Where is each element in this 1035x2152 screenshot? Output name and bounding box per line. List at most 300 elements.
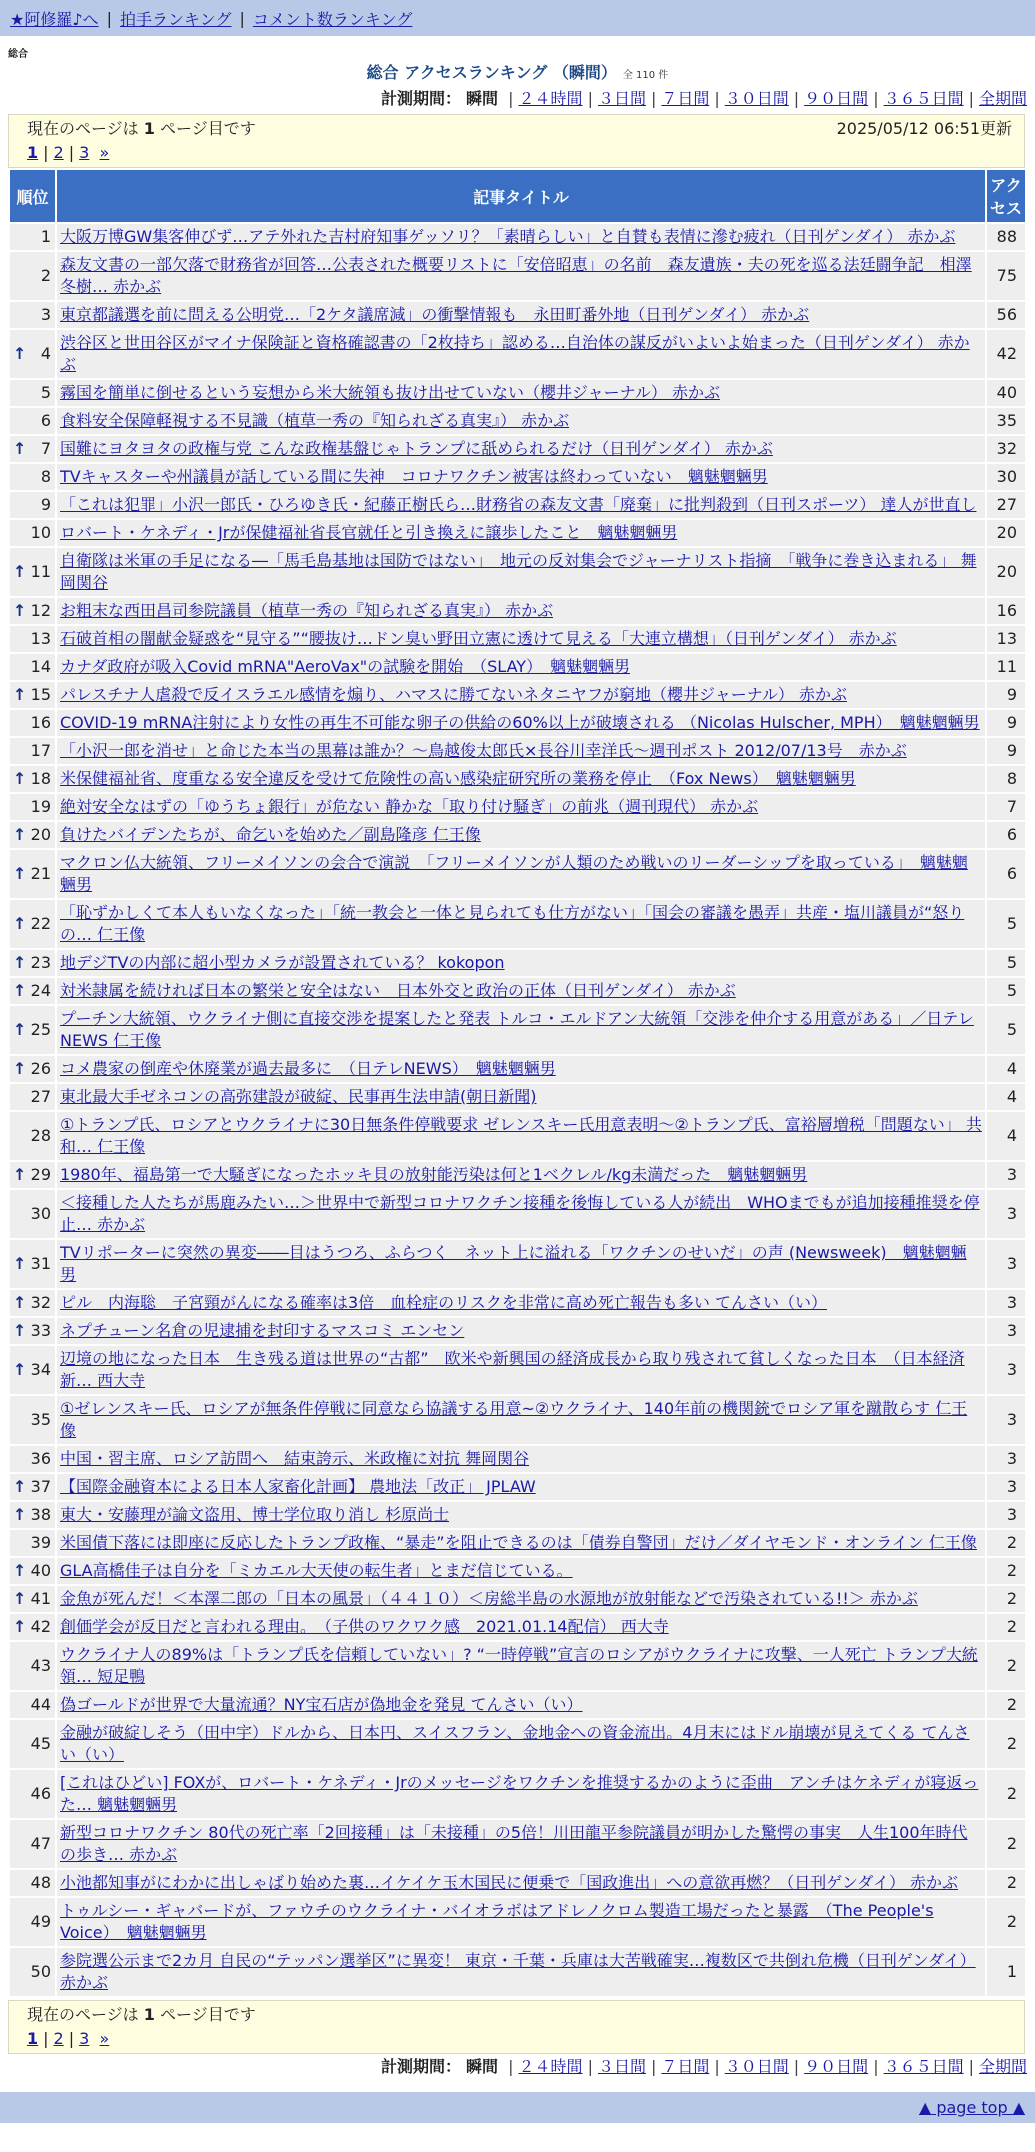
rank-number: 50 bbox=[30, 1962, 51, 1981]
title-cell bbox=[57, 548, 985, 596]
title-cell bbox=[57, 464, 985, 490]
title-cell bbox=[57, 408, 985, 434]
title-cell bbox=[57, 1770, 985, 1818]
up-arrow-icon: ↑ bbox=[13, 1561, 27, 1580]
title-cell bbox=[57, 302, 985, 328]
rank-cell bbox=[10, 1502, 55, 1528]
period-separator: | bbox=[587, 2057, 593, 2076]
title-cell bbox=[57, 738, 985, 764]
rank-cell bbox=[10, 1586, 55, 1612]
up-arrow-icon: ↑ bbox=[13, 1165, 27, 1184]
article-title-link[interactable]: ＜接種した人たちが馬鹿みたい…＞世界中で新型コロナワクチン接種を後悔している人が続出 WHOまでもが追加接種推奨を停止… 赤かぶ bbox=[60, 1193, 980, 1234]
rank-number: 11 bbox=[30, 562, 51, 581]
period-link[interactable]: ３０日間 bbox=[724, 89, 789, 108]
up-arrow-icon: ↑ bbox=[13, 344, 27, 363]
up-arrow-icon: ↑ bbox=[13, 1505, 27, 1524]
article-title-link[interactable]: 食料安全保障軽視する不見識（植草一秀の『知られざる真実』） 赤かぶ bbox=[60, 411, 570, 430]
title-cell bbox=[57, 1084, 985, 1110]
rank-cell bbox=[10, 794, 55, 820]
table-row bbox=[10, 1346, 1025, 1394]
period-link[interactable]: ７日間 bbox=[661, 89, 710, 108]
article-title-link[interactable]: 東大・安藤理が論文盗用、博士学位取り消し 杉原尚士 bbox=[60, 1505, 450, 1524]
article-title-link[interactable]: 新型コロナワクチン 80代の死亡率「2回接種」は「未接種」の5倍！川田龍平参院議員が明かした驚愕の事実 人生100年時代の歩き… 赤かぶ bbox=[60, 1823, 968, 1864]
table-row bbox=[10, 436, 1025, 462]
article-title-link[interactable]: 東北最大手ゼネコンの高弥建設が破綻、民事再生法申請(朝日新聞) bbox=[60, 1087, 537, 1106]
rank-number: 45 bbox=[30, 1734, 51, 1753]
title-cell bbox=[57, 1530, 985, 1556]
rank-cell bbox=[10, 1084, 55, 1110]
access-count: 3 bbox=[987, 1446, 1025, 1472]
rank-cell bbox=[10, 682, 55, 708]
rank-cell bbox=[10, 1530, 55, 1556]
table-row bbox=[10, 520, 1025, 546]
rank-number: 25 bbox=[30, 1020, 51, 1039]
rank-cell bbox=[10, 302, 55, 328]
access-count: 42 bbox=[987, 330, 1025, 378]
page-link-2[interactable]: 2 bbox=[53, 2029, 64, 2048]
access-count: 5 bbox=[987, 900, 1025, 948]
access-count: 40 bbox=[987, 380, 1025, 406]
title-cell bbox=[57, 1056, 985, 1082]
table-row bbox=[10, 252, 1025, 300]
period-link[interactable]: ３６５日間 bbox=[883, 89, 964, 108]
table-row bbox=[10, 1240, 1025, 1288]
article-title-link[interactable]: 自衛隊は米軍の手足になる―「馬毛島基地は国防ではない」 地元の反対集会でジャーナリスト指摘 「戦争に巻き込まれる」 舞岡関谷 bbox=[60, 551, 977, 592]
article-title-link[interactable]: コメ農家の倒産や休廃業が過去最多に （日テレNEWS） 魑魅魍魎男 bbox=[60, 1059, 556, 1078]
title-cell bbox=[57, 1396, 985, 1444]
access-count: 9 bbox=[987, 710, 1025, 736]
rank-number: 33 bbox=[30, 1321, 51, 1340]
period-link[interactable]: ９０日間 bbox=[804, 89, 869, 108]
table-row bbox=[10, 598, 1025, 624]
title-cell bbox=[57, 380, 985, 406]
title-cell bbox=[57, 520, 985, 546]
up-arrow-icon: ↑ bbox=[13, 1589, 27, 1608]
rank-number: 36 bbox=[30, 1449, 51, 1468]
title-cell bbox=[57, 1502, 985, 1528]
rank-number: 31 bbox=[30, 1254, 51, 1273]
title-cell bbox=[57, 626, 985, 652]
rank-number: 16 bbox=[30, 713, 51, 732]
access-count: 2 bbox=[987, 1642, 1025, 1690]
access-count: 35 bbox=[987, 408, 1025, 434]
rank-number: 4 bbox=[40, 344, 51, 363]
article-title-link[interactable]: 渋谷区と世田谷区がマイナ保険証と資格確認書の「2枚持ち」認める…自治体の謀反がいよいよ始まった（日刊ゲンダイ） 赤かぶ bbox=[60, 333, 970, 374]
pager-text-post: ページ目です bbox=[160, 119, 256, 138]
top-nav-bar bbox=[0, 0, 1035, 36]
period-separator: | bbox=[714, 89, 720, 108]
access-count: 2 bbox=[987, 1614, 1025, 1640]
period-separator: | bbox=[508, 2057, 514, 2076]
table-row bbox=[10, 950, 1025, 976]
title-cell bbox=[57, 1720, 985, 1768]
table-row bbox=[10, 408, 1025, 434]
period-links bbox=[503, 2057, 1027, 2076]
rank-cell bbox=[10, 822, 55, 848]
article-title-link[interactable]: ①トランプ氏、ロシアとウクライナに30日無条件停戦要求 ゼレンスキー氏用意表明～②トランプ氏、富裕層増税「問題ない」 共和… 仁王像 bbox=[60, 1115, 982, 1156]
rank-cell bbox=[10, 1346, 55, 1394]
table-row bbox=[10, 794, 1025, 820]
table-row bbox=[10, 302, 1025, 328]
access-count: 3 bbox=[987, 1290, 1025, 1316]
rank-cell bbox=[10, 1474, 55, 1500]
access-count: 32 bbox=[987, 436, 1025, 462]
period-separator: | bbox=[650, 2057, 657, 2076]
title-cell bbox=[57, 1290, 985, 1316]
period-label: 計測期間： bbox=[380, 89, 461, 108]
table-row bbox=[10, 654, 1025, 680]
page-link-current[interactable]: 1 bbox=[27, 143, 39, 162]
rank-number: 43 bbox=[30, 1656, 51, 1675]
page-link-current[interactable]: 1 bbox=[27, 2029, 39, 2048]
up-arrow-icon: ↑ bbox=[13, 864, 27, 883]
pager-top bbox=[8, 114, 1025, 168]
table-row bbox=[10, 330, 1025, 378]
rank-number: 35 bbox=[30, 1410, 51, 1429]
title-cell bbox=[57, 1190, 985, 1238]
rank-cell bbox=[10, 1162, 55, 1188]
rank-number: 20 bbox=[30, 825, 51, 844]
period-separator: | bbox=[968, 89, 974, 108]
article-title-link[interactable]: TVキャスターや州議員が話している間に失神 コロナワクチン被害は終わっていない 魑魅魍魎男 bbox=[60, 467, 768, 486]
period-link[interactable]: ３０日間 bbox=[724, 2057, 789, 2076]
access-count: 7 bbox=[987, 794, 1025, 820]
nav-separator: | bbox=[239, 8, 245, 28]
article-title-link[interactable]: 石破首相の闇献金疑惑を“見守る”“腰抜け…ドン臭い野田立憲に透けて見える「大連立構想」（日刊ゲンダイ） 赤かぶ bbox=[60, 629, 897, 648]
rank-number: 48 bbox=[30, 1873, 51, 1892]
article-title-link[interactable]: 中国・習主席、ロシア訪問へ 結束誇示、米政権に対抗 舞岡関谷 bbox=[60, 1449, 530, 1468]
table-row bbox=[10, 710, 1025, 736]
rank-cell bbox=[10, 710, 55, 736]
article-title-link[interactable]: 「恥ずかしくて本人もいなくなった」「統一教会と一体と見られても仕方がない」「国会の審議を愚弄」共産・塩川議員が“怒りの… 仁王像 bbox=[60, 903, 965, 944]
access-count: 2 bbox=[987, 1820, 1025, 1868]
article-title-link[interactable]: 「小沢一郎を消せ」と命じた本当の黒幕は誰か？～鳥越俊太郎氏×長谷川幸洋氏～週刊ポスト 2012/07/13号 赤かぶ bbox=[60, 741, 907, 760]
up-arrow-icon: ↑ bbox=[13, 769, 27, 788]
rank-cell bbox=[10, 626, 55, 652]
rank-number: 34 bbox=[30, 1360, 51, 1379]
table-row bbox=[10, 1898, 1025, 1946]
article-title-link[interactable]: 地デジTVの内部に超小型カメラが設置されている？ kokopon bbox=[60, 953, 505, 972]
article-title-link[interactable]: 対米隷属を続ければ日本の繁栄と安全はない 日本外交と政治の正体（日刊ゲンダイ） 赤かぶ bbox=[60, 981, 736, 1000]
access-count: 2 bbox=[987, 1692, 1025, 1718]
period-current: 瞬間 bbox=[466, 89, 499, 108]
access-count: 6 bbox=[987, 850, 1025, 898]
up-arrow-icon: ↑ bbox=[13, 1477, 27, 1496]
page-title-row bbox=[0, 60, 1035, 86]
table-row bbox=[10, 1396, 1025, 1444]
rank-cell bbox=[10, 1692, 55, 1718]
rank-number: 39 bbox=[30, 1533, 51, 1552]
table-row bbox=[10, 1162, 1025, 1188]
rank-number: 49 bbox=[30, 1912, 51, 1931]
access-count: 88 bbox=[987, 224, 1025, 250]
access-count: 20 bbox=[987, 520, 1025, 546]
article-title-link[interactable]: 負けたバイデンたちが、命乞いを始めた／副島隆彦 仁王像 bbox=[60, 825, 481, 844]
page-link-3[interactable]: 3 bbox=[79, 2029, 90, 2048]
table-row bbox=[10, 738, 1025, 764]
rank-number: 28 bbox=[30, 1126, 51, 1145]
article-title-link[interactable]: カナダ政府が吸入Covid mRNA"AeroVax"の試験を開始 （SLAY） 魑魅魍魎男 bbox=[60, 657, 631, 676]
table-row bbox=[10, 900, 1025, 948]
access-count: 2 bbox=[987, 1558, 1025, 1584]
rank-number: 12 bbox=[30, 601, 51, 620]
period-separator: | bbox=[587, 89, 593, 108]
title-cell bbox=[57, 1948, 985, 1996]
title-cell bbox=[57, 1346, 985, 1394]
page-link-2[interactable]: 2 bbox=[53, 143, 64, 162]
article-title-link[interactable]: 霧国を簡単に倒せるという妄想から米大統領も抜け出せていない（櫻井ジャーナル） 赤かぶ bbox=[60, 383, 720, 402]
up-arrow-icon: ↑ bbox=[13, 1360, 27, 1379]
article-title-link[interactable]: ウクライナ人の89%は「トランプ氏を信頼していない」? “一時停戦”宣言のロシアがウクライナに攻撃、一人死亡 トランプ大統領… 短足鴨 bbox=[60, 1645, 978, 1686]
rank-cell bbox=[10, 950, 55, 976]
page-top-link[interactable]: ▲ page top ▲ bbox=[918, 2098, 1025, 2117]
article-title-link[interactable]: 森友文書の一部欠落で財務省が回答…公表された概要リストに「安倍昭恵」の名前 森友遺族・夫の死を巡る法廷闘争記 相澤冬樹… 赤かぶ bbox=[60, 255, 972, 296]
article-title-link[interactable]: 小池都知事がにわかに出しゃばり始めた裏…イケイケ玉木国民に便乗で「国政進出」への意欲再燃？（日刊ゲンダイ） 赤かぶ bbox=[60, 1873, 959, 1892]
access-count: 56 bbox=[987, 302, 1025, 328]
access-count: 20 bbox=[987, 548, 1025, 596]
rank-cell bbox=[10, 850, 55, 898]
article-title-link[interactable]: マクロン仏大統領、フリーメイソンの会合で演説 「フリーメイソンが人類のため戦いのリーダーシップを取っている」 魑魅魍魎男 bbox=[60, 853, 968, 894]
pager-current-number: 1 bbox=[143, 119, 155, 138]
table-row bbox=[10, 1614, 1025, 1640]
title-cell bbox=[57, 1006, 985, 1054]
rank-number: 3 bbox=[40, 305, 51, 324]
title-cell bbox=[57, 1692, 985, 1718]
article-title-link[interactable]: 金融が破綻しそう（田中宇）ドルから、日本円、スイスフラン、金地金への資金流出。4月末にはドル崩壊が見えてくる てんさい（い） bbox=[60, 1723, 970, 1764]
article-title-link[interactable]: ①ゼレンスキー氏、ロシアが無条件停戦に同意なら協議する用意~②ウクライナ、140年前の機関銃でロシア軍を蹴散らす 仁王像 bbox=[60, 1399, 968, 1440]
rank-cell bbox=[10, 1240, 55, 1288]
up-arrow-icon: ↑ bbox=[13, 1254, 27, 1273]
access-count: 11 bbox=[987, 654, 1025, 680]
up-arrow-icon: ↑ bbox=[13, 1020, 27, 1039]
rank-number: 6 bbox=[40, 411, 51, 430]
access-count: 13 bbox=[987, 626, 1025, 652]
access-count: 4 bbox=[987, 1084, 1025, 1110]
title-cell bbox=[57, 1586, 985, 1612]
article-title-link[interactable]: 東京都議選を前に問える公明党…「2ケタ議席減」の衝撃情報も 永田町番外地（日刊ゲンダイ） 赤かぶ bbox=[60, 305, 810, 324]
rank-cell bbox=[10, 1614, 55, 1640]
access-count: 3 bbox=[987, 1240, 1025, 1288]
title-cell bbox=[57, 850, 985, 898]
article-title-link[interactable]: COVID-19 mRNA注射により女性の再生不可能な卵子の供給の60%以上が破壊される （Nicolas Hulscher, MPH） 魑魅魍魎男 bbox=[60, 713, 980, 732]
table-row bbox=[10, 1190, 1025, 1238]
article-title-link[interactable]: 【国際金融資本による日本人家畜化計画】 農地法「改正」 JPLAW bbox=[60, 1477, 536, 1496]
period-link[interactable]: 全期間 bbox=[978, 89, 1027, 108]
access-count: 2 bbox=[987, 1720, 1025, 1768]
article-title-link[interactable]: [これはひどい] FOXが、ロバート・ケネディ・Jrのメッセージをワクチンを推奨するかのように歪曲 アンチはケネディが寝返った… 魑魅魍魎男 bbox=[60, 1773, 979, 1814]
rank-cell bbox=[10, 598, 55, 624]
rank-cell bbox=[10, 1770, 55, 1818]
rank-cell bbox=[10, 978, 55, 1004]
access-count: 75 bbox=[987, 252, 1025, 300]
up-arrow-icon: ↑ bbox=[13, 825, 27, 844]
rank-cell bbox=[10, 464, 55, 490]
article-title-link[interactable]: プーチン大統領、ウクライナ側に直接交渉を提案したと発表 トルコ・エルドアン大統領「交渉を仲介する用意がある」／日テレNEWS 仁王像 bbox=[60, 1009, 974, 1050]
period-link[interactable]: ３日間 bbox=[597, 89, 646, 108]
access-count: 3 bbox=[987, 1162, 1025, 1188]
access-count: 5 bbox=[987, 1006, 1025, 1054]
rank-cell bbox=[10, 738, 55, 764]
up-arrow-icon: ↑ bbox=[13, 601, 27, 620]
applause-ranking-link[interactable]: 拍手ランキング bbox=[119, 9, 232, 29]
access-count: 5 bbox=[987, 978, 1025, 1004]
period-separator: | bbox=[793, 2057, 800, 2076]
article-title-link[interactable]: 米国債下落には即座に反応したトランプ政権、“暴走”を阻止できるのは「債券自警団」だけ／ダイヤモンド・オンライン 仁王像 bbox=[60, 1533, 977, 1552]
period-link[interactable]: ７日間 bbox=[661, 2057, 710, 2076]
article-title-link[interactable]: TVリポーターに突然の異変――目はうつろ、ふらつく ネット上に溢れる「ワクチンのせいだ」の声 (Newsweek) 魑魅魍魎男 bbox=[60, 1243, 967, 1284]
pager-current-number: 1 bbox=[143, 2005, 155, 2024]
ranking-table bbox=[8, 168, 1027, 1998]
access-count: 1 bbox=[987, 1948, 1025, 1996]
article-title-link[interactable]: 大阪万博GW集客伸びず…アテ外れた吉村府知事ゲッソリ？「素晴らしい」と自賛も表情に滲む疲れ（日刊ゲンダイ） 赤かぶ bbox=[60, 227, 956, 246]
access-count: 8 bbox=[987, 766, 1025, 792]
table-row bbox=[10, 850, 1025, 898]
title-cell bbox=[57, 492, 985, 518]
next-page-link[interactable]: » bbox=[99, 2029, 110, 2048]
page-title: 総合 アクセスランキング （瞬間） bbox=[366, 63, 617, 82]
table-row bbox=[10, 1558, 1025, 1584]
rank-cell bbox=[10, 654, 55, 680]
table-row bbox=[10, 1820, 1025, 1868]
rank-cell bbox=[10, 1642, 55, 1690]
period-link[interactable]: ９０日間 bbox=[804, 2057, 869, 2076]
title-cell bbox=[57, 1898, 985, 1946]
period-separator: | bbox=[508, 89, 514, 108]
rank-number: 23 bbox=[30, 953, 51, 972]
article-title-link[interactable]: 「これは犯罪」小沢一郎氏・ひろゆき氏・紀藤正樹氏ら…財務省の森友文書「廃棄」に批判殺到（日刊スポーツ） 達人が世直し bbox=[60, 495, 977, 514]
article-title-link[interactable]: 金魚が死んだ！＜本澤二郎の「日本の風景」（４４１０）＜房総半島の水源地が放射能などで汚染されている!!＞ 赤かぶ bbox=[60, 1589, 918, 1608]
next-page-link[interactable]: » bbox=[99, 143, 110, 162]
period-link[interactable]: ２４時間 bbox=[518, 89, 583, 108]
rank-cell bbox=[10, 1446, 55, 1472]
rank-number: 29 bbox=[30, 1165, 51, 1184]
rank-cell bbox=[10, 1898, 55, 1946]
pager-text-pre: 現在のページは bbox=[27, 2005, 139, 2024]
period-link[interactable]: ２４時間 bbox=[518, 2057, 583, 2076]
article-title-link[interactable]: お粗末な西田昌司参院議員（植草一秀の『知られざる真実』） 赤かぶ bbox=[60, 601, 554, 620]
total-count: 全 110 件 bbox=[622, 70, 669, 81]
access-count: 9 bbox=[987, 738, 1025, 764]
title-cell bbox=[57, 822, 985, 848]
rank-number: 5 bbox=[40, 383, 51, 402]
title-cell bbox=[57, 1642, 985, 1690]
table-row bbox=[10, 1502, 1025, 1528]
pager-text-pre: 現在のページは bbox=[27, 119, 139, 138]
article-title-link[interactable]: 1980年、福島第一で大騒ぎになったホッキ貝の放射能汚染は何と1ベクレル/kg未満だった 魑魅魍魎男 bbox=[60, 1165, 808, 1184]
updated-timestamp: 2025/05/12 06:51更新 bbox=[836, 119, 1012, 138]
nav-separator: | bbox=[106, 8, 112, 28]
table-row bbox=[10, 682, 1025, 708]
rank-number: 26 bbox=[30, 1059, 51, 1078]
rank-number: 18 bbox=[30, 769, 51, 788]
period-link[interactable]: ３日間 bbox=[597, 2057, 646, 2076]
rank-cell bbox=[10, 436, 55, 462]
article-title-link[interactable]: 辺境の地になった日本 生き残る道は世界の“古都” 欧米や新興国の経済成長から取り残されて貧しくなった日本 （日本経済新… 西大寺 bbox=[60, 1349, 965, 1390]
access-count: 3 bbox=[987, 1346, 1025, 1394]
table-row bbox=[10, 1642, 1025, 1690]
article-title-link[interactable]: GLA高橋佳子は自分を「ミカエル大天使の転生者」とまだ信じている。 bbox=[60, 1561, 573, 1580]
up-arrow-icon: ↑ bbox=[13, 1321, 27, 1340]
access-count: 3 bbox=[987, 1190, 1025, 1238]
rank-cell bbox=[10, 1396, 55, 1444]
rank-cell bbox=[10, 1948, 55, 1996]
table-row bbox=[10, 1318, 1025, 1344]
title-cell bbox=[57, 436, 985, 462]
table-row bbox=[10, 1006, 1025, 1054]
title-cell bbox=[57, 654, 985, 680]
title-cell bbox=[57, 1820, 985, 1868]
ranking-table-body bbox=[10, 224, 1025, 1996]
rank-number: 13 bbox=[30, 629, 51, 648]
rank-cell bbox=[10, 1720, 55, 1768]
table-row bbox=[10, 822, 1025, 848]
page-link-3[interactable]: 3 bbox=[79, 143, 90, 162]
rank-number: 1 bbox=[40, 227, 51, 246]
article-title-link[interactable]: 絶対安全なはずの「ゆうちょ銀行」が危ない 静かな「取り付け騒ぎ」の前兆（週刊現代） 赤かぶ bbox=[60, 797, 759, 816]
period-separator: | bbox=[873, 89, 879, 108]
article-title-link[interactable]: 参院選公示まで2カ月 自民の“テッパン選挙区”に異変！ 東京・千葉・兵庫は大苦戦確実…複数区で共倒れ危機（日刊ゲンダイ） 赤かぶ bbox=[60, 1951, 976, 1992]
article-title-link[interactable]: ロバート・ケネディ・Jrが保健福祉省長官就任と引き換えに譲歩したこと 魑魅魍魎男 bbox=[60, 523, 678, 542]
table-row bbox=[10, 1692, 1025, 1718]
table-row bbox=[10, 626, 1025, 652]
article-title-link[interactable]: 創価学会が反日だと言われる理由。 （子供のワクワク感 2021.01.14配信） 西大寺 bbox=[60, 1617, 669, 1636]
rank-number: 44 bbox=[30, 1695, 51, 1714]
up-arrow-icon: ↑ bbox=[13, 953, 27, 972]
up-arrow-icon: ↑ bbox=[13, 562, 27, 581]
pager-text-post: ページ目です bbox=[160, 2005, 256, 2024]
period-separator: | bbox=[650, 89, 657, 108]
title-cell bbox=[57, 1870, 985, 1896]
table-header-row bbox=[10, 170, 1025, 222]
article-title-link[interactable]: パレスチナ人虐殺で反イスラエル感情を煽り、ハマスに勝てないネタニヤフが窮地（櫻井ジャーナル） 赤かぶ bbox=[60, 685, 848, 704]
period-link[interactable]: ３６５日間 bbox=[883, 2057, 964, 2076]
article-title-link[interactable]: 国難にヨタヨタの政権与党 こんな政権基盤じゃトランプに舐められるだけ（日刊ゲンダイ） 赤かぶ bbox=[60, 439, 773, 458]
article-title-link[interactable]: ピル 内海聡 子宮頸がんになる確率は3倍 血栓症のリスクを非常に高め死亡報告も多い てんさい（い） bbox=[60, 1293, 827, 1312]
title-cell bbox=[57, 1446, 985, 1472]
up-arrow-icon: ↑ bbox=[13, 914, 27, 933]
comment-ranking-link[interactable]: コメント数ランキング bbox=[252, 9, 413, 29]
article-title-link[interactable]: 偽ゴールドが世界で大量流通？NY宝石店が偽地金を発見 てんさい（い） bbox=[60, 1695, 583, 1714]
up-arrow-icon: ↑ bbox=[13, 1293, 27, 1312]
access-count: 2 bbox=[987, 1530, 1025, 1556]
rank-number: 8 bbox=[40, 467, 51, 486]
rank-number: 2 bbox=[40, 266, 51, 285]
table-row bbox=[10, 1446, 1025, 1472]
title-cell bbox=[57, 1614, 985, 1640]
title-cell bbox=[57, 1558, 985, 1584]
article-title-link[interactable]: ネプチューン名倉の児逮捕を封印するマスコミ エンセン bbox=[60, 1321, 465, 1340]
access-count: 3 bbox=[987, 1396, 1025, 1444]
period-current: 瞬間 bbox=[466, 2057, 499, 2076]
access-count: 2 bbox=[987, 1898, 1025, 1946]
access-header: アクセス bbox=[987, 170, 1025, 222]
rank-cell bbox=[10, 900, 55, 948]
article-title-link[interactable]: 米保健福祉省、度重なる安全違反を受けて危険性の高い感染症研究所の業務を停止 （Fox News） 魑魅魍魎男 bbox=[60, 769, 856, 788]
period-link[interactable]: 全期間 bbox=[978, 2057, 1027, 2076]
period-separator: | bbox=[714, 2057, 720, 2076]
table-row bbox=[10, 1056, 1025, 1082]
up-arrow-icon: ↑ bbox=[13, 1617, 27, 1636]
table-row bbox=[10, 380, 1025, 406]
home-link[interactable]: ★阿修羅♪へ bbox=[10, 9, 99, 29]
rank-number: 7 bbox=[40, 439, 51, 458]
rank-number: 40 bbox=[30, 1561, 51, 1580]
rank-cell bbox=[10, 492, 55, 518]
rank-number: 30 bbox=[30, 1204, 51, 1223]
article-title-link[interactable]: トゥルシー・ギャバードが、ファウチのウクライナ・バイオラボはアドレノクロム製造工場だったと暴露 （The People's Voice） 魑魅魍魎男 bbox=[60, 1901, 934, 1942]
table-row bbox=[10, 1530, 1025, 1556]
title-cell bbox=[57, 252, 985, 300]
